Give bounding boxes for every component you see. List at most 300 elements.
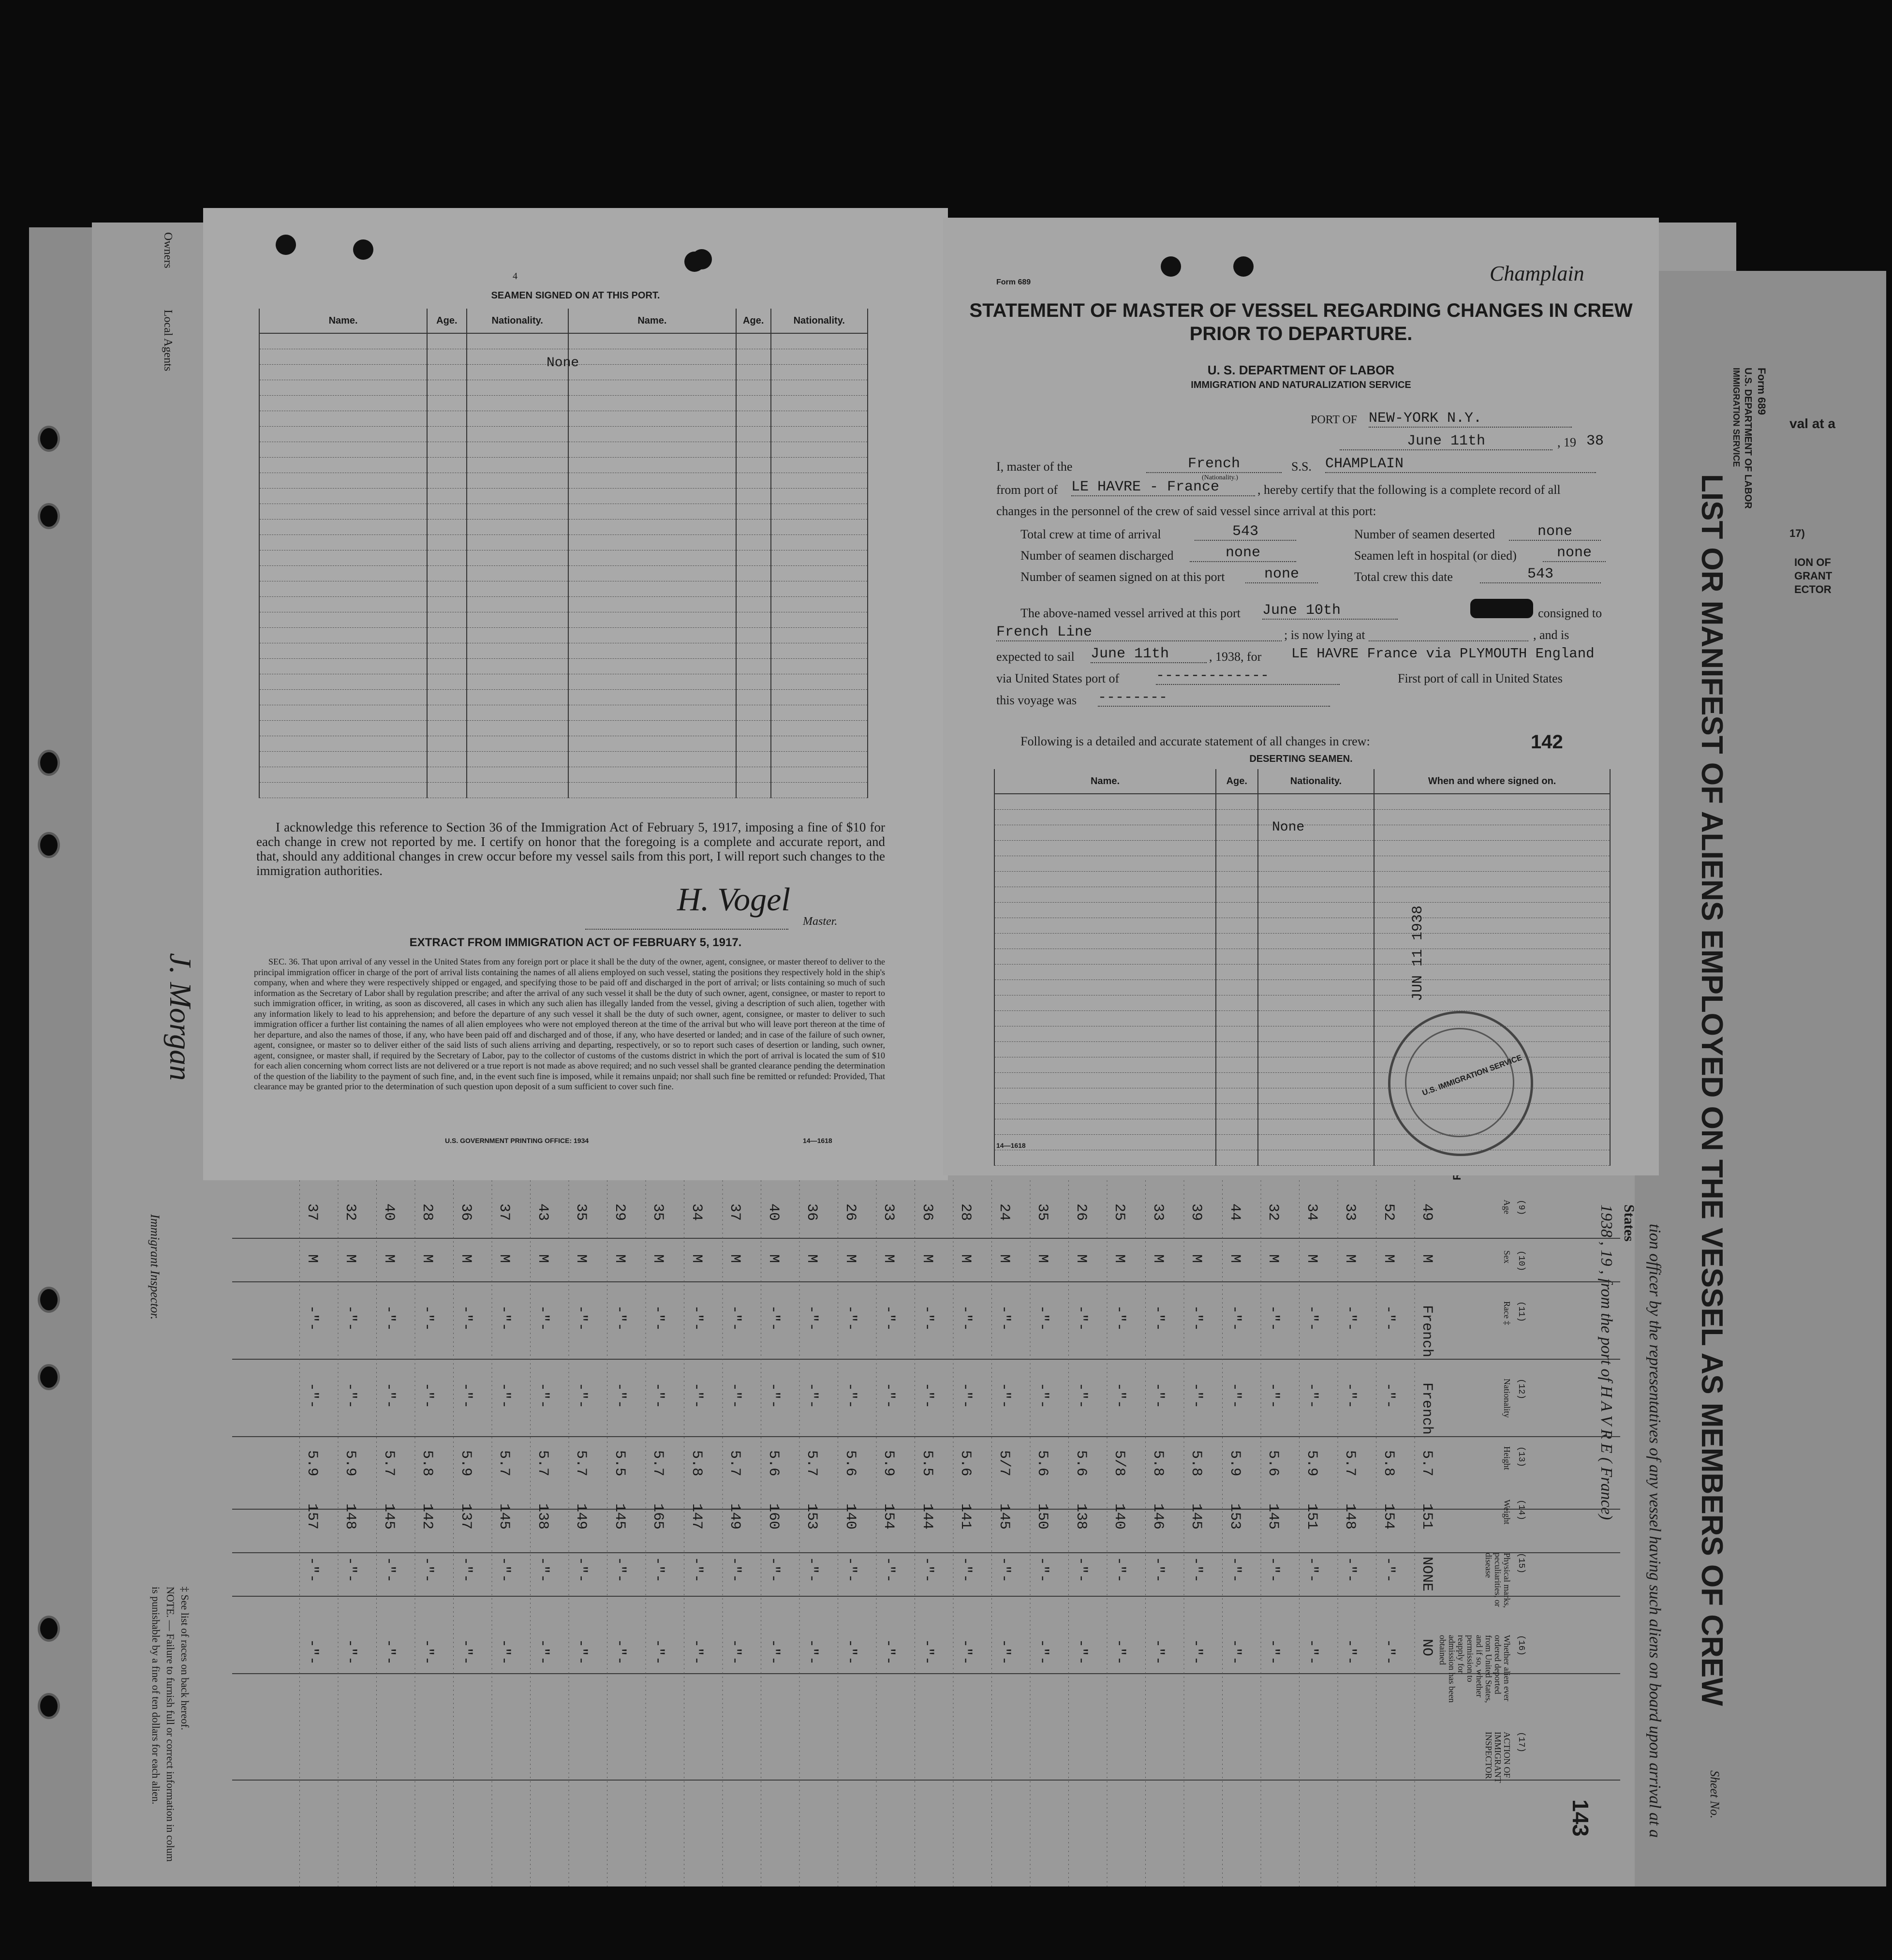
column-header: Whether alien ever ordered deported from United States, and if so, whether permission to reapply for admission has been obtained	[1438, 1635, 1512, 1703]
manifest-cell-age: 34	[688, 1203, 705, 1221]
discharged-value: none	[1190, 545, 1296, 562]
manifest-cell-weight: 153	[1226, 1503, 1243, 1530]
voyage-label: this voyage was	[996, 693, 1077, 707]
manifest-cell-sex: M	[918, 1254, 935, 1263]
manifest-cell-weight: 142	[419, 1503, 435, 1530]
column-number: (11)	[1516, 1301, 1526, 1322]
manifest-cell-marks: -"-	[534, 1557, 551, 1583]
manifest-cell-height: 5.6	[957, 1450, 974, 1477]
punch-hole	[1233, 256, 1254, 277]
manifest-cell-race: -"-	[1380, 1305, 1397, 1332]
manifest-cell-marks: NONE	[1419, 1557, 1435, 1592]
manifest-cell-nat: -"-	[1072, 1382, 1089, 1409]
manifest-cell-marks: -"-	[918, 1557, 935, 1583]
manifest-cell-deported: -"-	[1303, 1639, 1320, 1665]
manifest-cell-height: 5.7	[803, 1450, 820, 1477]
manifest-service: IMMIGRATION SERVICE	[1731, 368, 1741, 467]
manifest-cell-marks: -"-	[1034, 1557, 1050, 1583]
manifest-cell-race: -"-	[1265, 1305, 1281, 1332]
partial-text: ION OF	[1794, 556, 1831, 568]
manifest-cell-deported: -"-	[726, 1639, 743, 1665]
manifest-cell-nat: -"-	[1265, 1382, 1281, 1409]
column-header: Weight	[1502, 1500, 1512, 1525]
binder-hole	[38, 426, 60, 452]
manifest-cell-race: -"-	[496, 1305, 512, 1332]
manifest-cell-height: 5.7	[534, 1450, 551, 1477]
right-printing-code: 14—1618	[996, 1142, 1026, 1149]
col-age: Age.	[427, 309, 466, 333]
manifest-cell-race: -"-	[765, 1305, 782, 1332]
redaction-mark	[1470, 599, 1533, 618]
discharged-label: Number of seamen discharged	[1020, 549, 1174, 563]
table-row	[259, 581, 868, 597]
ss-label: S.S.	[1291, 460, 1312, 474]
manifest-cell-nat: -"-	[918, 1382, 935, 1409]
table-row	[259, 550, 868, 566]
master-signature: H. Vogel	[677, 881, 791, 918]
manifest-cell-marks: -"-	[1226, 1557, 1243, 1583]
table-row	[994, 965, 1610, 980]
table-row	[259, 566, 868, 581]
manifest-cell-weight: 144	[918, 1503, 935, 1530]
table-row	[259, 783, 868, 798]
manifest-cell-height: 5.5	[918, 1450, 935, 1477]
table-row	[259, 489, 868, 504]
manifest-cell-age: 52	[1380, 1203, 1397, 1221]
manifest-cell-deported: -"-	[496, 1639, 512, 1665]
manifest-cell-age: 32	[1265, 1203, 1281, 1221]
manifest-cell-sex: M	[1226, 1254, 1243, 1263]
total-arrival-value: 543	[1195, 523, 1296, 541]
manifest-cell-height: 5.6	[842, 1450, 858, 1477]
manifest-cell-weight: 145	[380, 1503, 397, 1530]
table-row	[994, 841, 1610, 856]
table-row	[994, 1011, 1610, 1026]
first-port-label: First port of call in United States	[1398, 671, 1563, 685]
manifest-cell-race: -"-	[419, 1305, 435, 1332]
manifest-cell-sex: M	[1342, 1254, 1358, 1263]
via-value: -------------	[1156, 668, 1340, 685]
deserting-title: DESERTING SEAMEN.	[1249, 754, 1353, 764]
col-name: Name.	[994, 769, 1216, 794]
manifest-cell-age: 40	[765, 1203, 782, 1221]
table-row	[259, 520, 868, 535]
manifest-cell-height: 5.9	[880, 1450, 897, 1477]
manifest-cell-weight: 160	[765, 1503, 782, 1530]
column-number: (9)	[1516, 1200, 1526, 1216]
manifest-cell-height: 5.8	[1149, 1450, 1166, 1477]
manifest-cell-height: 5.7	[573, 1450, 589, 1477]
seamen-signed-table	[259, 309, 868, 798]
form-number: Form 689	[996, 278, 1031, 286]
column-number: (17)	[1516, 1732, 1526, 1753]
manifest-cell-deported: -"-	[803, 1639, 820, 1665]
manifest-cell-height: 5.8	[688, 1450, 705, 1477]
deserting-entry: None	[1272, 820, 1305, 835]
table-row	[259, 597, 868, 612]
manifest-cell-age: 33	[880, 1203, 897, 1221]
sail-label: expected to sail	[996, 650, 1075, 664]
via-label: via United States port of	[996, 671, 1120, 685]
manifest-cell-deported: -"-	[1226, 1639, 1243, 1665]
column-number: (13)	[1516, 1446, 1526, 1468]
master-label: Master.	[803, 915, 838, 928]
manifest-cell-nat: -"-	[380, 1382, 397, 1409]
manifest-cell-deported: -"-	[765, 1639, 782, 1665]
immigration-stamp	[1388, 1011, 1533, 1156]
manifest-cell-deported: -"-	[842, 1639, 858, 1665]
manifest-cell-marks: -"-	[995, 1557, 1012, 1583]
manifest-cell-weight: 149	[573, 1503, 589, 1530]
table-row	[994, 794, 1610, 810]
table-row	[259, 535, 868, 550]
manifest-cell-height: 5.7	[380, 1450, 397, 1477]
manifest-cell-height: 5.8	[1380, 1450, 1397, 1477]
manifest-cell-sex: M	[419, 1254, 435, 1263]
manifest-cell-age: 28	[957, 1203, 974, 1221]
manifest-cell-nat: -"-	[573, 1382, 589, 1409]
owners-label: Owners	[162, 232, 174, 268]
printing-code: 14—1618	[803, 1137, 832, 1144]
column-header: Race ‡	[1502, 1301, 1512, 1325]
manifest-cell-weight: 140	[1111, 1503, 1127, 1530]
manifest-cell-nat: -"-	[1188, 1382, 1204, 1409]
manifest-cell-race: -"-	[1111, 1305, 1127, 1332]
manifest-cell-nat: -"-	[995, 1382, 1012, 1409]
manifest-cell-weight: 145	[1265, 1503, 1281, 1530]
table-row	[259, 736, 868, 752]
manifest-cell-weight: 137	[457, 1503, 474, 1530]
stamp-date: JUN 11 1938	[1410, 905, 1426, 1001]
table-row	[259, 380, 868, 396]
table-row	[259, 411, 868, 427]
manifest-cell-deported: -"-	[1034, 1639, 1050, 1665]
table-row	[259, 458, 868, 473]
manifest-cell-race: -"-	[650, 1305, 666, 1332]
manifest-cell-deported: -"-	[1342, 1639, 1358, 1665]
manifest-cell-deported: -"-	[1149, 1639, 1166, 1665]
manifest-cell-age: 34	[1303, 1203, 1320, 1221]
from-port-label: from port of	[996, 483, 1058, 497]
manifest-cell-height: 5.9	[1303, 1450, 1320, 1477]
stamp-text: U.S. IMMIGRATION SERVICE	[1421, 1054, 1523, 1098]
manifest-cell-height: 5.6	[1072, 1450, 1089, 1477]
inspector-signature: J. Morgan	[163, 953, 198, 1081]
manifest-cell-height: 5.6	[1265, 1450, 1281, 1477]
table-row	[259, 721, 868, 736]
col-name: Name.	[568, 309, 736, 333]
manifest-cell-nat: -"-	[957, 1382, 974, 1409]
manifest-cell-deported: -"-	[995, 1639, 1012, 1665]
deserted-label: Number of seamen deserted	[1354, 527, 1495, 541]
form-right-page	[943, 218, 1659, 1175]
manifest-page-number: 143	[1568, 1799, 1593, 1837]
manifest-cell-age: 33	[1149, 1203, 1166, 1221]
binder-hole	[38, 503, 60, 529]
manifest-cell-sex: M	[1149, 1254, 1166, 1263]
table-row	[259, 628, 868, 643]
col-nationality: Nationality.	[771, 309, 868, 333]
manifest-cell-sex: M	[1419, 1254, 1435, 1263]
manifest-cell-nat: -"-	[688, 1382, 705, 1409]
manifest-cell-race: -"-	[842, 1305, 858, 1332]
table-row	[994, 980, 1610, 995]
column-number: (15)	[1516, 1553, 1526, 1574]
manifest-cell-age: 36	[457, 1203, 474, 1221]
manifest-cell-nat: French	[1419, 1382, 1435, 1435]
manifest-cell-race: -"-	[1226, 1305, 1243, 1332]
table-row	[994, 934, 1610, 949]
manifest-cell-weight: 145	[995, 1503, 1012, 1530]
manifest-cell-deported: -"-	[688, 1639, 705, 1665]
manifest-cell-age: 37	[726, 1203, 743, 1221]
manifest-cell-nat: -"-	[611, 1382, 628, 1409]
manifest-cell-nat: -"-	[342, 1382, 358, 1409]
manifest-cell-weight: 165	[650, 1503, 666, 1530]
table-row	[259, 659, 868, 674]
table-row	[259, 473, 868, 489]
manifest-cell-sex: M	[880, 1254, 897, 1263]
table-row	[994, 856, 1610, 872]
from-port-value: LE HAVRE - France	[1071, 479, 1255, 496]
seamen-signed-entry: None	[547, 356, 579, 371]
arrived-label: The above-named vessel arrived at this port	[1020, 606, 1241, 620]
manifest-cell-weight: 140	[842, 1503, 858, 1530]
manifest-cell-marks: -"-	[342, 1557, 358, 1583]
column-header: Height	[1502, 1446, 1512, 1470]
table-row	[994, 1135, 1610, 1150]
manifest-cell-marks: -"-	[380, 1557, 397, 1583]
manifest-cell-race: -"-	[303, 1305, 320, 1332]
manifest-cell-age: 26	[842, 1203, 858, 1221]
manifest-cell-sex: M	[611, 1254, 628, 1263]
total-date-value: 543	[1480, 566, 1601, 583]
manifest-cell-marks: -"-	[573, 1557, 589, 1583]
manifest-cell-marks: -"-	[1380, 1557, 1397, 1583]
manifest-cell-nat: -"-	[1111, 1382, 1127, 1409]
manifest-cell-race: -"-	[342, 1305, 358, 1332]
manifest-cell-weight: 138	[534, 1503, 551, 1530]
table-row	[259, 705, 868, 721]
manifest-cell-height: 5.5	[611, 1450, 628, 1477]
column-number: (16)	[1516, 1635, 1526, 1656]
partial-text: val at a	[1789, 416, 1835, 431]
manifest-cell-deported: -"-	[650, 1639, 666, 1665]
column-header: Physical marks, peculiarities, or disease	[1484, 1553, 1512, 1608]
manifest-cell-marks: -"-	[842, 1557, 858, 1583]
manifest-cell-age: 36	[918, 1203, 935, 1221]
footnote-1: ‡ See list of races on back hereof.	[179, 1587, 191, 1730]
manifest-cell-weight: 157	[303, 1503, 320, 1530]
manifest-cell-sex: M	[573, 1254, 589, 1263]
left-section-title: SEAMEN SIGNED ON AT THIS PORT.	[491, 290, 660, 301]
manifest-cell-weight: 153	[803, 1503, 820, 1530]
manifest-cell-weight: 154	[1380, 1503, 1397, 1530]
manifest-cell-nat: -"-	[765, 1382, 782, 1409]
manifest-form-number: Form 689	[1756, 368, 1768, 415]
manifest-cell-nat: -"-	[842, 1382, 858, 1409]
manifest-cell-age: 37	[496, 1203, 512, 1221]
manifest-cell-nat: -"-	[419, 1382, 435, 1409]
year-prefix: , 19	[1557, 435, 1576, 449]
manifest-cell-race: -"-	[457, 1305, 474, 1332]
nationality-value: French	[1146, 456, 1282, 473]
manifest-cell-marks: -"-	[880, 1557, 897, 1583]
punch-hole	[353, 239, 373, 260]
manifest-cell-deported: -"-	[1111, 1639, 1127, 1665]
printing-office: U.S. GOVERNMENT PRINTING OFFICE: 1934	[445, 1137, 589, 1144]
table-row	[259, 690, 868, 705]
manifest-cell-age: 37	[303, 1203, 320, 1221]
manifest-cell-marks: -"-	[457, 1557, 474, 1583]
manifest-cell-height: 5/8	[1111, 1450, 1127, 1477]
port-label: PORT OF	[1311, 414, 1358, 426]
manifest-cell-age: 33	[1342, 1203, 1358, 1221]
left-page-number: 4	[513, 271, 517, 282]
manifest-cell-nat: -"-	[880, 1382, 897, 1409]
table-row	[259, 767, 868, 783]
changes-text: changes in the personnel of the crew of said vessel since arrival at this port:	[996, 504, 1376, 518]
manifest-cell-age: 43	[534, 1203, 551, 1221]
table-row	[259, 427, 868, 442]
manifest-cell-weight: 145	[611, 1503, 628, 1530]
voyage-value: --------	[1098, 689, 1330, 707]
hospital-label: Seamen left in hospital (or died)	[1354, 549, 1517, 563]
manifest-cell-age: 35	[573, 1203, 589, 1221]
manifest-cell-deported: -"-	[457, 1639, 474, 1665]
manifest-cell-deported: -"-	[1265, 1639, 1281, 1665]
manifest-cell-weight: 145	[1188, 1503, 1204, 1530]
manifest-cell-nat: -"-	[303, 1382, 320, 1409]
manifest-cell-race: -"-	[726, 1305, 743, 1332]
manifest-cell-marks: -"-	[419, 1557, 435, 1583]
table-row	[994, 995, 1610, 1011]
manifest-cell-marks: -"-	[303, 1557, 320, 1583]
manifest-cell-nat: -"-	[1149, 1382, 1166, 1409]
manifest-cell-age: 39	[1188, 1203, 1204, 1221]
partial-text: ECTOR	[1794, 583, 1832, 595]
manifest-cell-race: -"-	[918, 1305, 935, 1332]
ship-value: CHAMPLAIN	[1325, 456, 1596, 473]
manifest-cell-sex: M	[457, 1254, 474, 1263]
manifest-cell-race: -"-	[1072, 1305, 1089, 1332]
binder-hole	[38, 1616, 60, 1642]
statement-subtitle: PRIOR TO DEPARTURE.	[1189, 323, 1413, 344]
manifest-cell-race: -"-	[380, 1305, 397, 1332]
following-label: Following is a detailed and accurate statement of all changes in crew:	[1020, 734, 1370, 748]
binder-hole	[38, 832, 60, 858]
manifest-cell-race: -"-	[688, 1305, 705, 1332]
manifest-cell-sex: M	[650, 1254, 666, 1263]
manifest-cell-deported: -"-	[342, 1639, 358, 1665]
department: U. S. DEPARTMENT OF LABOR	[1207, 363, 1395, 377]
manifest-cell-race: -"-	[1034, 1305, 1050, 1332]
manifest-cell-age: 26	[1072, 1203, 1089, 1221]
manifest-cell-weight: 150	[1034, 1503, 1050, 1530]
manifest-cell-age: 25	[1111, 1203, 1127, 1221]
manifest-cell-height: 5.6	[1034, 1450, 1050, 1477]
manifest-cell-age: 36	[803, 1203, 820, 1221]
manifest-cell-race: -"-	[1149, 1305, 1166, 1332]
sail-year: , 1938, for	[1209, 650, 1262, 664]
handwritten-annotation: Champlain	[1490, 262, 1584, 285]
binder-hole	[38, 1693, 60, 1719]
manifest-cell-race: -"-	[803, 1305, 820, 1332]
manifest-cell-nat: -"-	[457, 1382, 474, 1409]
and-is-label: , and is	[1533, 628, 1569, 642]
table-row	[994, 887, 1610, 903]
manifest-cell-sex: M	[957, 1254, 974, 1263]
col-nationality: Nationality.	[467, 309, 568, 333]
manifest-cell-deported: -"-	[611, 1639, 628, 1665]
manifest-cell-sex: M	[1188, 1254, 1204, 1263]
manifest-cell-race: -"-	[534, 1305, 551, 1332]
manifest-cell-weight: 146	[1149, 1503, 1166, 1530]
manifest-cell-sex: M	[303, 1254, 320, 1263]
manifest-states: States	[1621, 1204, 1637, 1242]
manifest-cell-deported: -"-	[880, 1639, 897, 1665]
column-header: ACTION OF IMMIGRANT INSPECTOR	[1484, 1732, 1512, 1783]
manifest-cell-marks: -"-	[1149, 1557, 1166, 1583]
column-header: Nationality	[1502, 1379, 1512, 1418]
manifest-cell-sex: M	[1303, 1254, 1320, 1263]
footnote-2: NOTE. — Failure to furnish full or correct information in colum	[164, 1587, 177, 1862]
manifest-cell-deported: -"-	[1188, 1639, 1204, 1665]
table-row	[259, 612, 868, 628]
manifest-cell-height: 5.9	[303, 1450, 320, 1477]
manifest-cell-weight: 141	[957, 1503, 974, 1530]
manifest-cell-marks: -"-	[1111, 1557, 1127, 1583]
column-number: (12)	[1516, 1379, 1526, 1400]
manifest-cell-age: 35	[1034, 1203, 1050, 1221]
manifest-cell-sex: M	[688, 1254, 705, 1263]
manifest-cell-age: 40	[380, 1203, 397, 1221]
hospital-value: none	[1543, 545, 1606, 562]
manifest-cell-age: 29	[611, 1203, 628, 1221]
table-row	[994, 1150, 1610, 1166]
table-row	[994, 872, 1610, 887]
statement-title: STATEMENT OF MASTER OF VESSEL REGARDING CHANGES IN CREW	[969, 300, 1633, 321]
manifest-cell-weight: 154	[880, 1503, 897, 1530]
nationality-label: (Nationality.)	[1202, 474, 1238, 481]
column-number: (10)	[1516, 1250, 1526, 1272]
extract-title: EXTRACT FROM IMMIGRATION ACT OF FEBRUARY 5, 1917.	[409, 936, 742, 949]
table-row	[259, 643, 868, 659]
manifest-cell-marks: -"-	[803, 1557, 820, 1583]
footnote-3: is punishable by a fine of ten dollars for each alien.	[150, 1587, 162, 1805]
column-header: Sex	[1502, 1250, 1512, 1263]
manifest-cell-deported: -"-	[380, 1639, 397, 1665]
manifest-cell-nat: -"-	[1342, 1382, 1358, 1409]
manifest-sheet-right	[1635, 271, 1886, 1886]
manifest-cell-race: -"-	[1342, 1305, 1358, 1332]
deserted-value: none	[1509, 523, 1601, 541]
year-value: 38	[1586, 433, 1604, 449]
total-date-label: Total crew this date	[1354, 570, 1453, 584]
manifest-cell-sex: M	[1265, 1254, 1281, 1263]
manifest-cell-height: 5.7	[726, 1450, 743, 1477]
manifest-cell-deported: -"-	[1380, 1639, 1397, 1665]
manifest-cell-nat: -"-	[496, 1382, 512, 1409]
manifest-cell-weight: 149	[726, 1503, 743, 1530]
manifest-cell-sex: M	[1111, 1254, 1127, 1263]
manifest-cell-weight: 147	[688, 1503, 705, 1530]
manifest-cell-sex: M	[1072, 1254, 1089, 1263]
manifest-cell-height: 5.9	[342, 1450, 358, 1477]
manifest-cell-deported: -"-	[573, 1639, 589, 1665]
local-agents-label: Local Agents	[162, 310, 174, 371]
manifest-cell-age: 49	[1419, 1203, 1435, 1221]
